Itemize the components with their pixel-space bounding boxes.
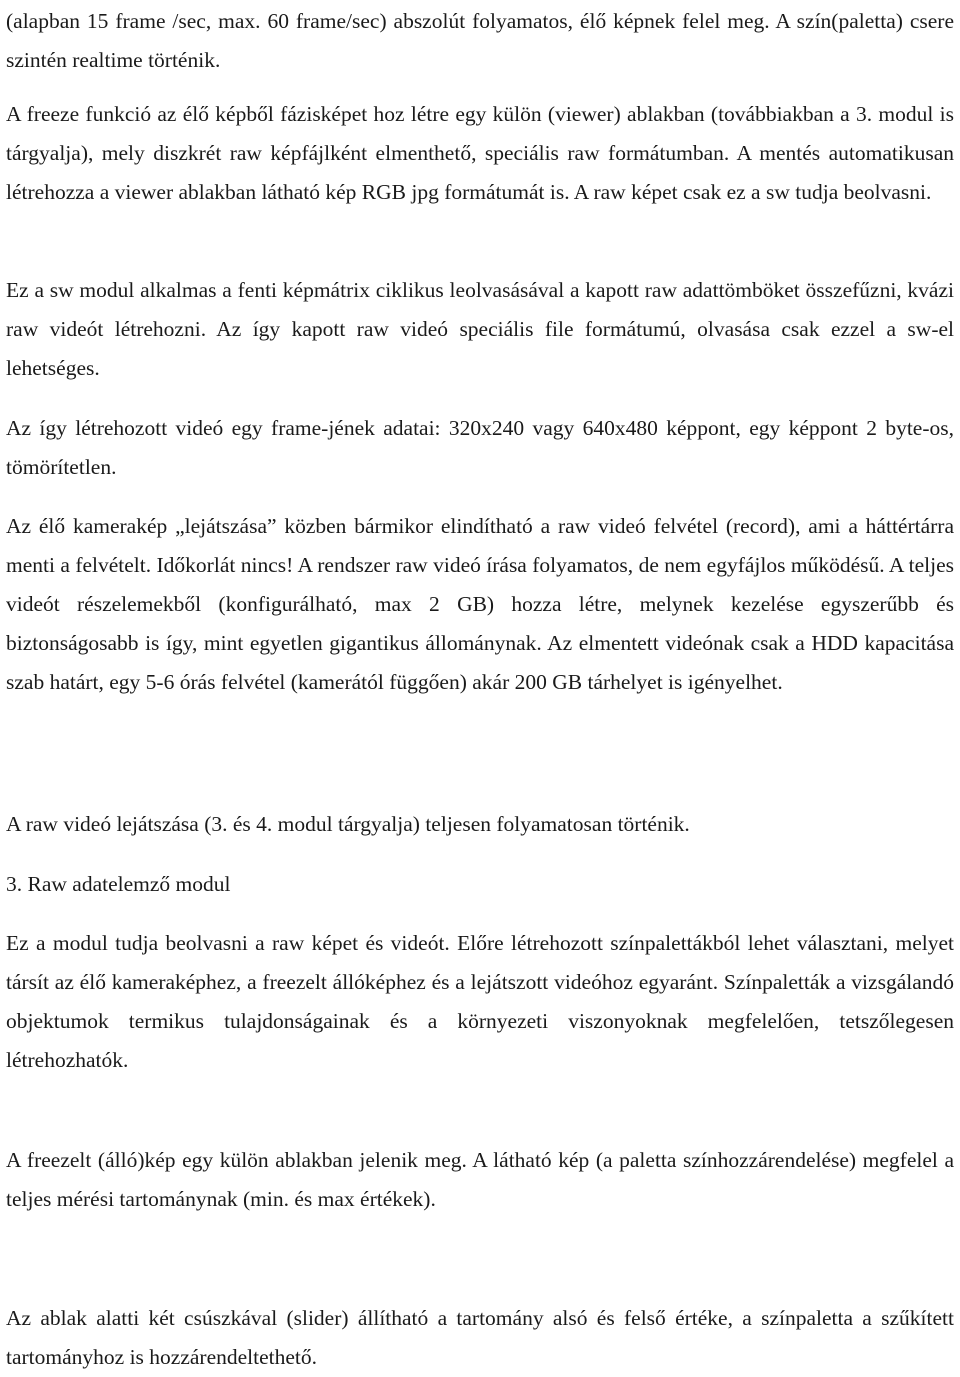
paragraph-record: Az élő kamerakép „lejátszása” közben bármikor elindítható a raw videó felvétel (record), ami a háttértárra menti a felvételt. Időkorlát nincs! A rendszer raw videó írása folyamatos, de nem egyfájlos működésű. A teljes videót részelemekből (konfigurálható, max 2 GB) hozza létre, melynek kezelése egyszerűbb és biztonságosabb is így, mint egyetlen gigantikus állománynak. Az elmentett videónak csak a HDD kapacitása szab határt, egy 5-6 órás felvétel (kamerától függően) akár 200 GB tárhelyet is igényelhet. [6,514,954,694]
paragraph-sw-module: Ez a sw modul alkalmas a fenti képmátrix ciklikus leolvasásával a kapott raw adattömböket összefűzni, kvázi raw videót létrehozni. Az így kapott raw videó speciális file formátumú, olvasása csak ezzel a sw-el lehetséges. [6,278,954,380]
paragraph-frozen-image: A freezelt (álló)kép egy külön ablakban jelenik meg. A látható kép (a paletta színhozzárendelése) megfelel a teljes mérési tartománynak (min. és max értékek). [6,1148,954,1211]
paragraph-freeze-function: A freeze funkció az élő képből fázisképet hoz létre egy külön (viewer) ablakban (továbbiakban a 3. modul is tárgyalja), mely diszkrét raw képfájlként elmenthető, speciális raw formátumban. A mentés automatikusan létrehozza a viewer ablakban látható kép RGB jpg formátumát is. A raw képet csak ez a sw tudja beolvasni. [6,102,954,204]
paragraph-intro: (alapban 15 frame /sec, max. 60 frame/sec) abszolút folyamatos, élő képnek felel meg. A szín(paletta) csere szintén realtime történik. [6,9,954,72]
paragraph-slider: Az ablak alatti két csúszkával (slider) állítható a tartomány alsó és felső értéke, a színpaletta a szűkített tartományhoz is hozzárendeltethető. [6,1306,954,1369]
paragraph-analyzer-module: Ez a modul tudja beolvasni a raw képet és videót. Előre létrehozott színpalettákból lehet választani, melyet társít az élő kameraképhez, a freezelt állóképhez és a lejátszott videóhoz egyaránt. Színpaletták a vizsgálandó objektumok termikus tulajdonságainak és a környezeti viszonyoknak megfelelően, tetszőlegesen létrehozhatók. [6,931,954,1072]
paragraph-frame-data: Az így létrehozott videó egy frame-jének adatai: 320x240 vagy 640x480 képpont, egy képpont 2 byte-os, tömörítetlen. [6,416,954,479]
section-heading: 3. Raw adatelemző modul [6,872,231,896]
paragraph-playback: A raw videó lejátszása (3. és 4. modul tárgyalja) teljesen folyamatosan történik. [6,812,690,836]
